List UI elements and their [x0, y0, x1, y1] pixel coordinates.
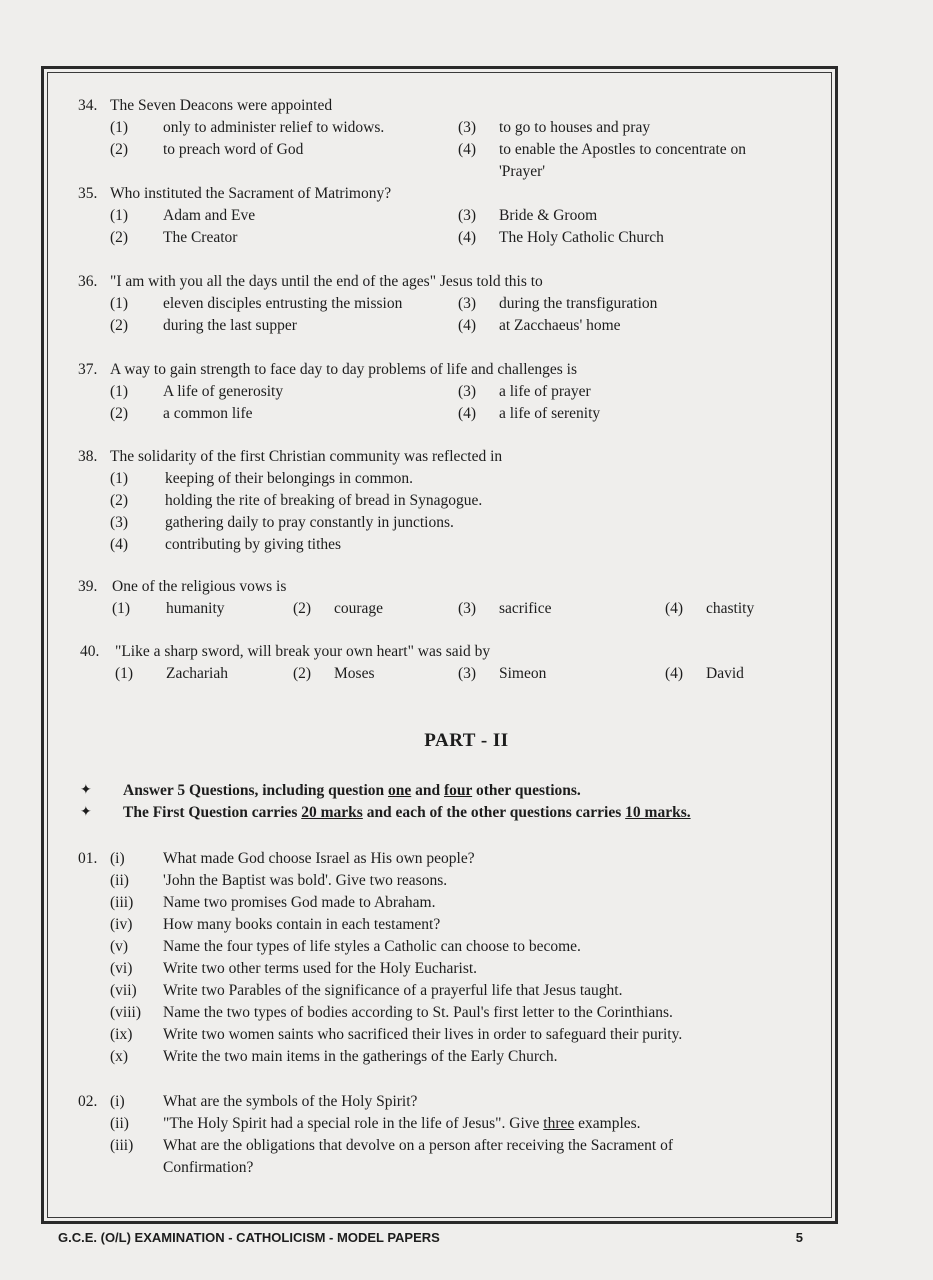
question-number: 36.: [78, 273, 98, 290]
option-number: (1): [110, 295, 129, 312]
sub-question-text: What are the symbols of the Holy Spirit?: [163, 1093, 418, 1110]
sub-question-text: What made God choose Israel as His own people?: [163, 850, 475, 867]
sub-number: (ii): [110, 1115, 129, 1132]
instruction-underlined: 10 marks.: [625, 804, 691, 821]
option-number: (2): [110, 317, 129, 334]
question-text: Who instituted the Sacrament of Matrimony?: [110, 185, 392, 202]
sub-question-text: Write two women saints who sacrificed their lives in order to safeguard their purity.: [163, 1026, 683, 1043]
option-number: (1): [115, 665, 134, 682]
sub-number: (vi): [110, 960, 133, 977]
option-text: eleven disciples entrusting the mission: [163, 295, 403, 312]
option-number: (2): [293, 665, 312, 682]
option-number: (3): [458, 119, 477, 136]
option-text: to enable the Apostles to concentrate on: [499, 141, 747, 158]
option-number: (1): [110, 383, 129, 400]
option-text: chastity: [706, 600, 755, 617]
instruction-text: other questions.: [472, 782, 581, 799]
option-number: (3): [458, 665, 477, 682]
instruction-underlined: four: [444, 782, 473, 799]
option-text: a life of prayer: [499, 383, 591, 400]
option-text: humanity: [166, 600, 225, 617]
option-text: courage: [334, 600, 384, 617]
option-text: 'Prayer': [499, 163, 546, 180]
option-text: only to administer relief to widows.: [163, 119, 385, 136]
sub-number: (x): [110, 1048, 129, 1065]
question-number: 01.: [78, 850, 98, 867]
sub-question-text: How many books contain in each testament?: [163, 916, 441, 933]
star-bullet-icon: ✦: [80, 783, 92, 798]
option-text: during the transfiguration: [499, 295, 658, 312]
option-number: (1): [110, 119, 129, 136]
option-text: Moses: [334, 665, 375, 682]
option-text: The Creator: [163, 229, 238, 246]
option-number: (4): [458, 317, 477, 334]
sub-number: (iii): [110, 1137, 134, 1154]
option-number: (3): [458, 600, 477, 617]
sub-question-text: Write two Parables of the significance of a prayerful life that Jesus taught.: [163, 982, 623, 999]
sub-question-text: Name the four types of life styles a Catholic can choose to become.: [163, 938, 581, 955]
option-text: holding the rite of breaking of bread in Synagogue.: [165, 492, 483, 509]
option-text: sacrifice: [499, 600, 552, 617]
question-number: 40.: [80, 643, 100, 660]
option-number: (3): [458, 383, 477, 400]
sub-question-fragment: "The Holy Spirit had a special role in the life of Jesus". Give: [163, 1115, 544, 1132]
instruction-text: and: [411, 782, 444, 799]
option-number: (2): [293, 600, 312, 617]
sub-number: (ii): [110, 872, 129, 889]
option-text: Bride & Groom: [499, 207, 598, 224]
sub-number: (i): [110, 850, 125, 867]
option-text: to preach word of God: [163, 141, 304, 158]
question-number: 02.: [78, 1093, 98, 1110]
instruction-line-2: [123, 803, 691, 823]
instruction-text: The First Question carries: [123, 804, 302, 821]
option-number: (3): [110, 514, 129, 531]
sub-question-text: Write the two main items in the gatherings of the Early Church.: [163, 1048, 558, 1065]
question-text: "Like a sharp sword, will break your own heart" was said by: [115, 643, 491, 660]
option-number: (1): [110, 207, 129, 224]
option-text: a common life: [163, 405, 253, 422]
option-text: Adam and Eve: [163, 207, 256, 224]
option-number: (3): [458, 295, 477, 312]
part-two-heading: PART - II: [424, 730, 509, 751]
question-number: 34.: [78, 97, 98, 114]
option-text: Simeon: [499, 665, 547, 682]
sub-number: (iv): [110, 916, 133, 933]
footer-title: G.C.E. (O/L) EXAMINATION - CATHOLICISM - MODEL PAPERS: [58, 1230, 440, 1245]
page-number: 5: [795, 1230, 803, 1245]
option-number: (2): [110, 229, 129, 246]
question-text: The Seven Deacons were appointed: [110, 97, 333, 114]
question-text: The solidarity of the first Christian community was reflected in: [110, 448, 503, 465]
option-number: (1): [110, 470, 129, 487]
option-number: (4): [458, 405, 477, 422]
instruction-underlined: 20 marks: [301, 804, 363, 821]
question-text: One of the religious vows is: [112, 578, 287, 595]
instruction-line-1: [123, 781, 581, 801]
question-text: "I am with you all the days until the end of the ages" Jesus told this to: [110, 273, 543, 290]
sub-number: (iii): [110, 894, 134, 911]
page-footer: [45, 1227, 833, 1249]
sub-question-fragment: examples.: [574, 1115, 641, 1132]
sub-question-text: 'John the Baptist was bold'. Give two reasons.: [163, 872, 448, 889]
sub-question-text: Confirmation?: [163, 1159, 254, 1176]
sub-number: (i): [110, 1093, 125, 1110]
option-text: gathering daily to pray constantly in junctions.: [165, 514, 454, 531]
option-text: The Holy Catholic Church: [499, 229, 664, 246]
sub-number: (vii): [110, 982, 137, 999]
sub-question-text: [163, 1114, 641, 1134]
instruction-text: and each of the other questions carries: [362, 804, 626, 821]
option-number: (4): [665, 600, 684, 617]
option-number: (4): [458, 141, 477, 158]
option-number: (4): [665, 665, 684, 682]
option-text: to go to houses and pray: [499, 119, 651, 136]
option-number: (4): [110, 536, 129, 553]
instruction-text: Answer 5 Questions, including question: [123, 782, 388, 799]
sub-question-text: What are the obligations that devolve on a person after receiving the Sacrament of: [163, 1137, 674, 1154]
option-text: a life of serenity: [499, 405, 601, 422]
sub-question-text: Name the two types of bodies according to St. Paul's first letter to the Corinthians.: [163, 1004, 673, 1021]
sub-question-text: Name two promises God made to Abraham.: [163, 894, 436, 911]
option-text: David: [706, 665, 744, 682]
option-number: (3): [458, 207, 477, 224]
sub-question-underlined: three: [543, 1115, 575, 1132]
sub-question-text: Write two other terms used for the Holy Eucharist.: [163, 960, 478, 977]
option-number: (4): [458, 229, 477, 246]
star-bullet-icon: ✦: [80, 805, 92, 820]
question-text: A way to gain strength to face day to day problems of life and challenges is: [110, 361, 578, 378]
option-number: (1): [112, 600, 131, 617]
question-number: 37.: [78, 361, 98, 378]
sub-number: (viii): [110, 1004, 141, 1021]
option-text: during the last supper: [163, 317, 297, 334]
question-number: 38.: [78, 448, 98, 465]
option-text: contributing by giving tithes: [165, 536, 342, 553]
sub-number: (ix): [110, 1026, 133, 1043]
option-text: keeping of their belongings in common.: [165, 470, 413, 487]
option-text: A life of generosity: [163, 383, 284, 400]
question-number: 39.: [78, 578, 98, 595]
option-text: at Zacchaeus' home: [499, 317, 621, 334]
option-number: (2): [110, 492, 129, 509]
option-text: Zachariah: [166, 665, 228, 682]
instruction-underlined: one: [388, 782, 412, 799]
option-number: (2): [110, 141, 129, 158]
sub-number: (v): [110, 938, 129, 955]
question-number: 35.: [78, 185, 98, 202]
option-number: (2): [110, 405, 129, 422]
